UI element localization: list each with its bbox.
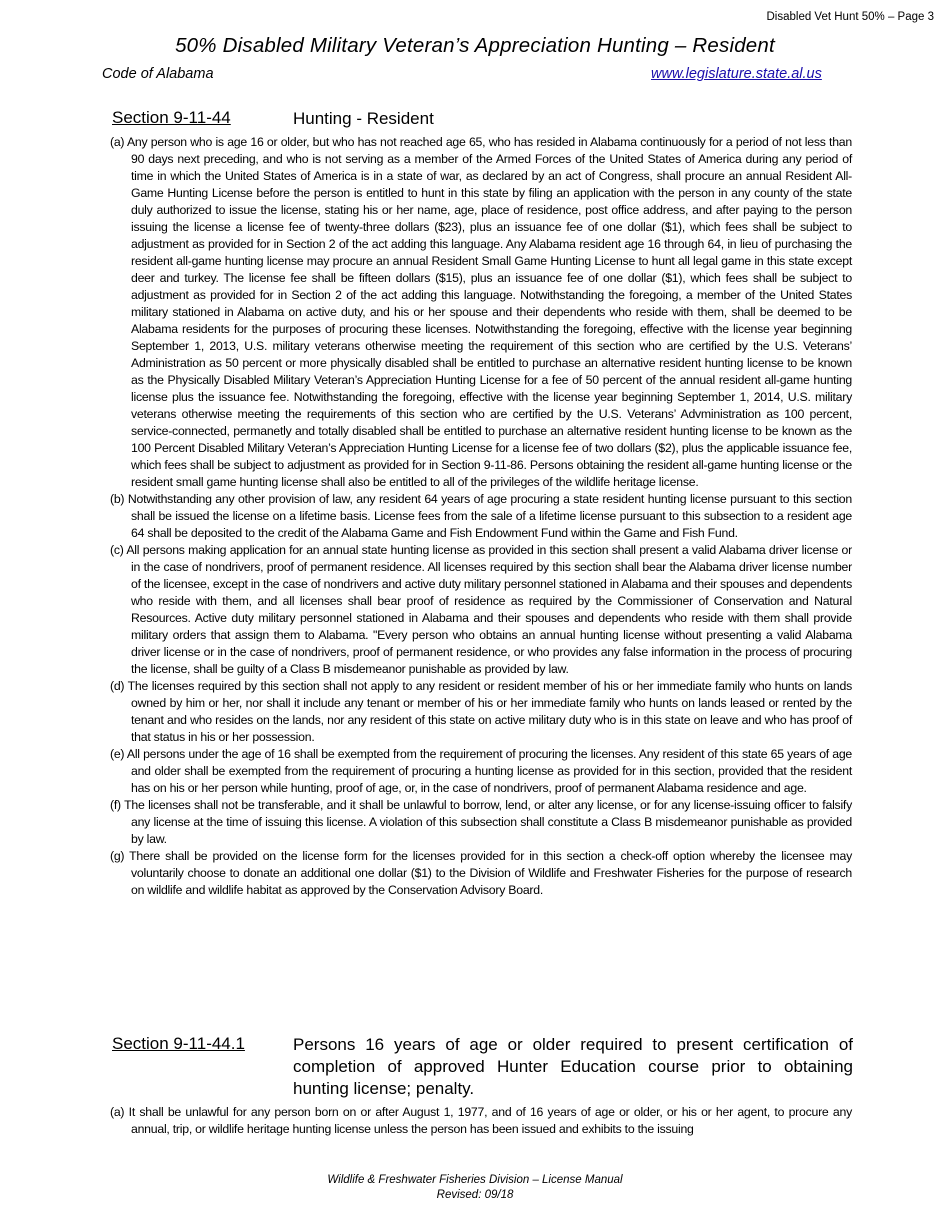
section-9-11-44-body: [110, 134, 852, 899]
paragraph-d: (d) The licenses required by this section shall not apply to any resident or resident member of his or her immediate family who hunts on lands owned by him or her, nor shall it include any tenant or member of his or her immediate family who hunts on lands leased or rented by the tenant and who resides on the lands, nor any resident of this state on active military duty who is in this state on leave and who has proof of that status in his or her possession.: [110, 679, 852, 744]
code-of-alabama-label: Code of Alabama: [102, 66, 214, 82]
paragraph-f: (f) The licenses shall not be transferable, and it shall be unlawful to borrow, lend, or alter any license, or for any license-issuing officer to falsify any license at the time of issuing this license. A violation of this subsection shall constitute a Class B misdemeanor punishable as provided by law.: [110, 798, 852, 846]
footer-revision-date: Revised: 09/18: [436, 1189, 514, 1201]
paragraph-a: (a) Any person who is age 16 or older, but who has not reached age 65, who has resided in Alabama continuously for a period of not less than 90 days next preceding, and who is not serving as a member of the Armed Forces of the United States of America during any period of time in which the United States of America is in a state of war, as declared by an act of Congress, shall procure an annual Resident All-Game Hunting License before the person is entitled to hunt in this state by filing an application with the person in any county of the state duly authorized to issue the license, stating his or her name, age, place of residence, post office address, and after paying to the person issuing the license a license fee of twenty-three dollars ($23), plus an issuance fee of one dollar ($1), which fees shall be subject to adjustment as provided for in Section 2 of the act adding this language. Any Alabama resident age 16 through 64, in lieu of purchasing the resident all-game hunting license may procure an annual Resident Small Game Hunting License to hunt all legal game in this state except deer and turkey. The license fee shall be fifteen dollars ($15), plus an issuance fee of one dollar ($1), which fees shall be subject to adjustment as provided for in Section 2 of the act adding this language. Notwithstanding the foregoing, a member of the United States military stationed in Alabama on active duty, and his or her spouse and their dependents who reside with them, shall be deemed to be Alabama residents for the purposes of procuring these licenses. Notwithstanding the foregoing, effective with the license year beginning September 1, 2013, U.S. military veterans otherwise meeting the requirement of this section who are certified by the U.S. Veterans’ Administration as 50 percent or more physically disabled shall be entitled to purchase an alternative resident hunting license to be known as the Physically Disabled Military Veteran’s Appreciation Hunting License for a fee of 50 percent of the annual resident all-game hunting license plus the issuance fee. Notwithstanding the foregoing, effective with the license year beginning September 1, 2014, U.S. military veterans otherwise meeting the requirements of this section who are certified by the U.S. Veterans’ Advministration as 100 percent, service-connected, permanetly and totally disabled shall be entitled to purchase an alternative resident hunting license to be known as the 100 Percent Disabled Military Veteran’s Appreciation Hunting License for a license fee of two dollars ($2), plus the applicable issuance fee, which fees shall be subject to adjustment as provided for in Section 9-11-86. Persons obtaining the resident all-game hunting license or the resident small game hunting license shall also be entitled to all of the privileges of the wildlife heritage license.: [110, 135, 852, 489]
page-footer: [0, 1173, 950, 1203]
section-number: Section 9-11-44.1: [112, 1034, 245, 1053]
section-9-11-44-heading: [112, 108, 852, 132]
section-title: Hunting - Resident: [293, 109, 434, 128]
paragraph-g: (g) There shall be provided on the license form for the licenses provided for in this section a check-off option whereby the licensee may voluntarily choose to donate an additional one dollar ($1) to the Division of Wildlife and Freshwater Fisheries for the purpose of research on wildlife and wildlife habitat as approved by the Conservation Advisory Board.: [110, 849, 852, 897]
paragraph-b: (b) Notwithstanding any other provision of law, any resident 64 years of age procuring a state resident hunting license pursuant to this section shall be issued the license on a lifetime basis. License fees from the sale of a lifetime license pursuant to this subsection to a resident age 64 shall be deposited to the credit of the Alabama Game and Fish Endowment Fund within the Game and Fish Fund.: [110, 492, 852, 540]
paragraph-e: (e) All persons under the age of 16 shall be exempted from the requirement of procuring the licenses. Any resident of this state 65 years of age and older shall be exempted from the requirement of procuring a hunting license as provided for in this section, provided that the resident has on his or her person while hunting, proof of age, or, in the case of nondrivers, proof of permanent Alabama residence and age.: [110, 747, 852, 795]
document-title: 50% Disabled Military Veteran’s Appreciation Hunting – Resident: [175, 34, 775, 57]
page-corner-label: Disabled Vet Hunt 50% – Page 3: [766, 11, 934, 23]
section-9-11-44-1-heading: [112, 1034, 852, 1100]
section-title: Persons 16 years of age or older required to present certification of completion of approved Hunter Education course prior to obtaining hunting license; penalty.: [293, 1035, 853, 1098]
footer-manual-title: Wildlife & Freshwater Fisheries Division – License Manual: [327, 1174, 623, 1186]
section-9-11-44-1-body: [110, 1104, 852, 1138]
section-number: Section 9-11-44: [112, 108, 231, 127]
paragraph-a: (a) It shall be unlawful for any person born on or after August 1, 1977, and of 16 years of age or older, or his or her agent, to procure any annual, trip, or wildlife heritage hunting license unless the person has been issued and exhibits to the issuing: [110, 1105, 852, 1136]
legislature-link[interactable]: www.legislature.state.al.us: [651, 66, 822, 82]
paragraph-c: (c) All persons making application for an annual state hunting license as provided in this section shall present a valid Alabama driver license or in the case of nondrivers, proof of permanent residence. All licenses required by this section shall bear the Alabama driver license number of the licensee, except in the case of nondrivers and active duty military personnel stationed in Alabama and their spouses and dependents who reside with them, and all licenses shall bear proof of residence as required by the Commissioner of Conservation and Natural Resources. Active duty military personnel stationed in Alabama and their spouses and dependents who reside with them shall provide military orders that assign them to Alabama. "Every person who obtains an annual hunting license without presenting a valid Alabama driver license or in the case of nondrivers, proof of permanent residence, or who provides any false information in the process of procuring the license, shall be guilty of a Class B misdemeanor punishable as provided by law.: [110, 543, 852, 676]
